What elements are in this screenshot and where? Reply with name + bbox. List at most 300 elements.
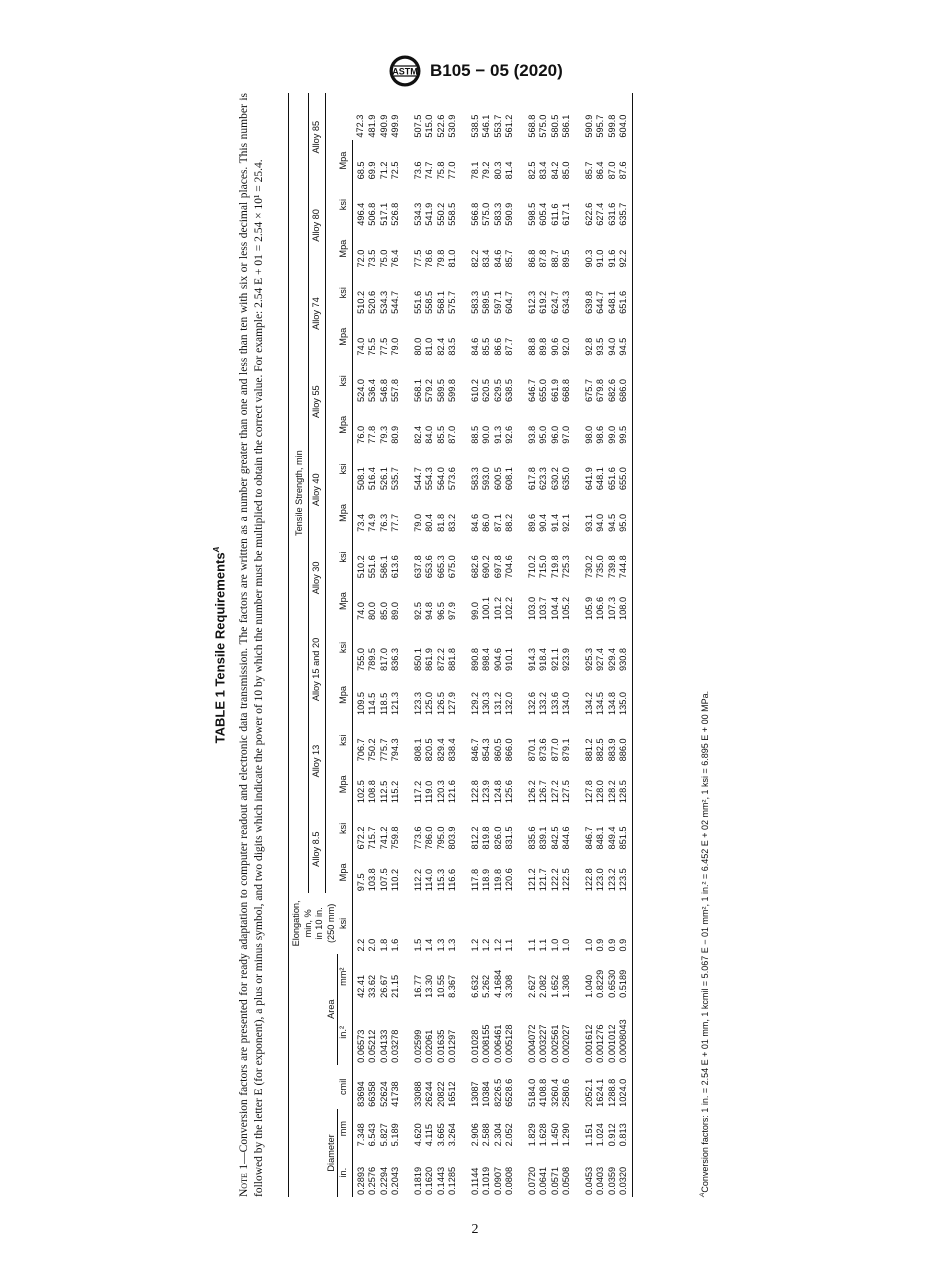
tensile-strength-header: Tensile Strength, min — [289, 93, 309, 893]
table-cell: 490.9 — [378, 114, 389, 138]
table-cell: 10.55 — [435, 974, 446, 998]
table-cell: 112.2 — [412, 868, 423, 892]
table-row — [447, 93, 459, 1197]
table-cell: 566.8 — [469, 202, 480, 226]
table-cell: 121.6 — [447, 780, 457, 804]
table-cell: 84.0 — [424, 425, 434, 444]
unit-header: ksi — [338, 534, 353, 580]
table-cell: 517.1 — [378, 202, 389, 226]
table-cell: 72.5 — [390, 161, 400, 180]
table-cell: 617.1 — [561, 202, 571, 226]
table-cell: 0.0453 — [583, 1166, 594, 1195]
table-cell: 0.0907 — [492, 1166, 503, 1195]
group-spacer — [573, 93, 584, 1197]
table-cell: 0.0571 — [549, 1166, 560, 1195]
table-cell: 877.0 — [549, 738, 560, 762]
table-cell: 123.3 — [412, 692, 423, 716]
table-cell: 92.8 — [583, 337, 594, 356]
table-cell: 109.5 — [355, 692, 366, 716]
table-cell: 2.0 — [367, 938, 377, 952]
table-row — [493, 93, 505, 1197]
table-title: TABLE 1 Tensile Requirements$^A$ — [212, 546, 228, 744]
alloy-header: Alloy 15 and 20 — [308, 622, 325, 717]
table-cell: 81.0 — [447, 249, 457, 268]
table-cell: 586.1 — [561, 114, 571, 138]
table-cell: 93.8 — [526, 425, 537, 444]
table-cell: 759.8 — [390, 826, 400, 850]
table-cell: 122.8 — [469, 780, 480, 804]
table-cell: 881.8 — [447, 647, 457, 671]
table-cell: 81.4 — [504, 161, 514, 180]
table-cell: 6528.6 — [504, 1078, 514, 1107]
table-cell: 586.1 — [378, 555, 389, 579]
title-footnote-mark: A — [212, 546, 221, 553]
table-cell: 26.67 — [378, 974, 389, 998]
table-cell: 546.1 — [481, 114, 491, 138]
group-spacer — [459, 93, 470, 1197]
table-cell: 590.9 — [504, 202, 514, 226]
table-cell: 1.4 — [424, 938, 434, 952]
table-cell: 846.7 — [469, 738, 480, 762]
table-cell: 115.2 — [390, 780, 400, 804]
table-cell: 1624.1 — [595, 1078, 605, 1107]
table-cell: 635.7 — [618, 181, 632, 227]
table-cell: 0.002027 — [561, 1024, 571, 1063]
table-cell: 118.9 — [481, 868, 491, 892]
table-cell: 76.0 — [355, 425, 366, 444]
unit-header: Mpa — [338, 316, 353, 358]
table-cell: 102.2 — [504, 596, 514, 620]
table-cell: 617.8 — [526, 467, 537, 491]
table-cell: 134.2 — [583, 692, 594, 716]
table-cell: 4108.8 — [538, 1078, 548, 1107]
table-cell: 118.5 — [378, 692, 389, 716]
table-cell: 0.8229 — [595, 969, 605, 998]
table-cell: 873.6 — [538, 738, 548, 762]
table-cell: 1.2 — [469, 938, 480, 952]
table-cell: 20822 — [435, 1081, 446, 1107]
table-cell: 100.1 — [481, 596, 491, 620]
table-cell: 655.0 — [538, 378, 548, 402]
table-cell: 1.2 — [492, 938, 503, 952]
table-cell: 0.05212 — [367, 1029, 377, 1063]
table-cell: 72.0 — [355, 249, 366, 268]
table-cell: 105.2 — [561, 596, 571, 620]
table-footnote — [699, 691, 710, 1197]
table-cell: 651.6 — [606, 467, 617, 491]
table-cell: 83.4 — [538, 161, 548, 180]
table-cell: 481.9 — [367, 114, 377, 138]
standard-designation: B105 − 05 (2020) — [430, 61, 563, 80]
table-cell: 630.2 — [549, 467, 560, 491]
table-cell: 890.8 — [469, 647, 480, 671]
table-cell: 123.5 — [618, 852, 632, 894]
table-cell: 101.2 — [492, 596, 503, 620]
table-cell: 499.9 — [390, 114, 400, 138]
table-cell: 108.8 — [367, 780, 377, 804]
table-cell: 750.2 — [367, 738, 377, 762]
rotated-table-block — [212, 93, 714, 1197]
table-cell: 114.5 — [367, 692, 377, 716]
table-cell: 583.3 — [469, 467, 480, 491]
table-cell: 854.3 — [481, 738, 491, 762]
table-cell: 914.3 — [526, 647, 537, 671]
table-cell: 75.8 — [435, 161, 446, 180]
table-cell: 508.1 — [355, 467, 366, 491]
table-cell: 120.6 — [504, 868, 514, 892]
table-cell: 85.5 — [481, 337, 491, 356]
table-cell: 2.2 — [355, 938, 366, 952]
table-cell: 605.4 — [538, 202, 548, 226]
table-cell: 610.2 — [469, 378, 480, 402]
table-cell: 755.0 — [355, 647, 366, 671]
table-cell: 68.5 — [355, 161, 366, 180]
unit-header: cmil — [338, 1065, 353, 1109]
table-cell: 122.2 — [549, 868, 560, 892]
table-cell: 819.8 — [481, 826, 491, 850]
table-cell: 16512 — [447, 1081, 457, 1107]
unit-header-row — [338, 93, 353, 1197]
table-cell: 0.2576 — [367, 1166, 377, 1195]
table-cell: 92.6 — [504, 425, 514, 444]
table-row — [550, 93, 562, 1197]
table-cell: 620.5 — [481, 378, 491, 402]
table-cell: 639.8 — [583, 290, 594, 314]
table-cell: 1.040 — [583, 974, 594, 998]
elongation-header: Elongation, min, % in 10 in. — [289, 893, 326, 953]
table-cell: 812.2 — [469, 826, 480, 850]
unit-header: ksi — [338, 717, 353, 763]
table-cell: 81.0 — [424, 337, 434, 356]
table-cell: 675.7 — [583, 378, 594, 402]
table-cell: 589.5 — [435, 378, 446, 402]
table-cell: 820.5 — [424, 738, 434, 762]
table-cell: 95.0 — [618, 492, 632, 534]
table-cell: 126.7 — [538, 780, 548, 804]
table-cell: 803.9 — [447, 826, 457, 850]
header-spacer — [289, 954, 326, 1197]
table-cell: 91.0 — [595, 249, 605, 268]
table-cell: 80.3 — [492, 161, 503, 180]
table-cell: 77.7 — [390, 513, 400, 532]
diameter-header: Diameter — [326, 1109, 338, 1197]
table-cell: 553.7 — [492, 114, 503, 138]
table-cell: 91.3 — [492, 425, 503, 444]
alloy-header: Alloy 85 — [308, 93, 325, 181]
table-cell: 16.77 — [412, 974, 423, 998]
table-cell: 1.308 — [561, 974, 571, 998]
table-cell: 81.8 — [435, 513, 446, 532]
table-cell: 73.6 — [412, 161, 423, 180]
table-cell: 116.6 — [447, 868, 457, 892]
table-cell: 85.7 — [583, 161, 594, 180]
table-row — [367, 93, 379, 1197]
table-cell: 130.3 — [481, 692, 491, 716]
astm-logo-icon — [388, 54, 422, 88]
table-cell: 593.0 — [481, 467, 491, 491]
alloy-header: Alloy 40 — [308, 446, 325, 534]
table-cell: 0.0641 — [538, 1166, 548, 1195]
table-cell: 1.450 — [549, 1123, 560, 1147]
table-cell: 1.2 — [481, 938, 491, 952]
table-cell: 595.7 — [595, 114, 605, 138]
table-cell: 131.2 — [492, 692, 503, 716]
table-cell: 93.1 — [583, 513, 594, 532]
logo-text: ASTM — [392, 66, 418, 77]
table-cell: 127.2 — [549, 780, 560, 804]
table-cell: 0.02061 — [424, 1029, 434, 1063]
table-cell: 0.01635 — [435, 1029, 446, 1063]
table-cell: 838.4 — [447, 738, 457, 762]
table-cell: 604.7 — [504, 290, 514, 314]
table-cell: 85.0 — [561, 161, 571, 180]
table-cell: 0.0320 — [618, 1148, 632, 1197]
table-cell: 568.1 — [412, 378, 423, 402]
table-cell: 0.813 — [618, 1109, 632, 1148]
table-cell: 102.5 — [355, 780, 366, 804]
table-cell: 817.0 — [378, 647, 389, 671]
table-cell: 89.0 — [390, 602, 400, 620]
table-cell: 127.8 — [583, 780, 594, 804]
table-cell: 128.5 — [618, 763, 632, 805]
table-row — [538, 93, 550, 1197]
table-cell: 921.1 — [549, 647, 560, 671]
unit-header: mm — [338, 1109, 353, 1148]
table-cell: 87.0 — [447, 425, 457, 444]
table-cell: 79.0 — [390, 337, 400, 356]
table-cell: 125.6 — [504, 780, 514, 804]
table-cell: 110.2 — [390, 868, 400, 892]
table-cell: 0.1443 — [435, 1166, 446, 1195]
table-cell: 88.5 — [469, 425, 480, 444]
table-cell: 42.41 — [355, 974, 366, 998]
tensile-requirements-table — [288, 93, 633, 1197]
table-cell: 679.8 — [595, 378, 605, 402]
unit-header: Mpa — [338, 492, 353, 534]
table-cell: 86.0 — [481, 513, 491, 532]
table-cell: 665.3 — [435, 555, 446, 579]
table-row — [595, 93, 607, 1197]
table-cell: 123.0 — [595, 868, 605, 892]
table-cell: 13087 — [469, 1081, 480, 1107]
table-cell: 77.8 — [367, 425, 377, 444]
table-cell: 623.3 — [538, 467, 548, 491]
table-cell: 88.7 — [549, 249, 560, 268]
table-cell: 86.6 — [492, 337, 503, 356]
table-cell: 2.052 — [504, 1123, 514, 1147]
table-cell: 99.0 — [469, 602, 480, 620]
table-cell: 135.0 — [618, 673, 632, 717]
table-cell: 604.0 — [618, 93, 632, 140]
table-cell: 127.9 — [447, 692, 457, 716]
table-cell: 0.01297 — [447, 1029, 457, 1063]
table-cell: 0.0359 — [606, 1166, 617, 1195]
table-cell: 80.4 — [424, 513, 434, 532]
table-cell: 496.4 — [355, 202, 366, 226]
table-cell: 115.3 — [435, 868, 446, 892]
table-cell: 648.1 — [606, 290, 617, 314]
table-cell: 13.30 — [424, 974, 434, 998]
table-cell: 126.2 — [526, 780, 537, 804]
table-cell: 653.6 — [424, 555, 434, 579]
table-cell: 97.0 — [561, 425, 571, 444]
table-cell: 1.1 — [538, 938, 548, 952]
table-cell: 682.6 — [606, 378, 617, 402]
table-cell: 522.6 — [435, 114, 446, 138]
table-cell: 89.5 — [561, 249, 571, 268]
table-cell: 95.0 — [538, 425, 548, 444]
table-cell: 4.1684 — [492, 969, 503, 998]
table-cell: 82.4 — [435, 337, 446, 356]
table-cell: 898.4 — [481, 647, 491, 671]
table-cell: 635.0 — [561, 467, 571, 491]
table-cell: 5184.0 — [526, 1078, 537, 1107]
table-cell: 75.5 — [367, 337, 377, 356]
table-cell: 541.9 — [424, 202, 434, 226]
table-cell: 83694 — [355, 1081, 366, 1107]
table-cell: 589.5 — [481, 290, 491, 314]
table-cell: 90.0 — [481, 425, 491, 444]
table-cell: 849.4 — [606, 826, 617, 850]
table-row — [352, 93, 367, 1197]
table-cell: 94.5 — [606, 513, 617, 532]
table-cell: 848.1 — [595, 826, 605, 850]
table-cell: 715.7 — [367, 826, 377, 850]
table-cell: 128.2 — [606, 780, 617, 804]
table-row — [504, 93, 516, 1197]
table-cell: 510.2 — [355, 290, 366, 314]
table-cell: 725.3 — [561, 555, 571, 579]
table-cell: 634.3 — [561, 290, 571, 314]
table-cell: 568.1 — [435, 290, 446, 314]
table-cell: 4.620 — [412, 1123, 423, 1147]
table-cell: 675.0 — [447, 555, 457, 579]
table-note — [237, 93, 267, 1197]
table-cell: 79.3 — [378, 425, 389, 444]
table-cell: 1.290 — [561, 1123, 571, 1147]
table-cell: 0.02599 — [412, 1029, 423, 1063]
table-cell: 554.3 — [424, 467, 434, 491]
table-cell: 103.8 — [367, 868, 377, 892]
unit-header: ksi — [338, 805, 353, 851]
table-cell: 92.0 — [561, 337, 571, 356]
table-cell: 786.0 — [424, 826, 434, 850]
table-cell: 546.8 — [378, 378, 389, 402]
table-cell: 557.8 — [390, 378, 400, 402]
table-cell: 121.7 — [538, 868, 548, 892]
table-cell: 510.2 — [355, 555, 366, 579]
alloy-header: Alloy 8.5 — [308, 805, 325, 893]
table-cell: 76.4 — [390, 249, 400, 268]
table-cell: 99.0 — [606, 425, 617, 444]
table-cell: 651.6 — [618, 270, 632, 316]
table-cell: 79.2 — [481, 161, 491, 180]
table-cell: 1.0 — [583, 938, 594, 952]
table-cell: 74.9 — [367, 513, 377, 532]
table-cell: 583.3 — [469, 290, 480, 314]
table-cell: 538.5 — [469, 114, 480, 138]
unit-header: ksi — [338, 181, 353, 227]
table-cell: 661.9 — [549, 378, 560, 402]
table-cell: 86.4 — [595, 161, 605, 180]
table-cell: 735.0 — [595, 555, 605, 579]
table-cell: 613.6 — [390, 555, 400, 579]
table-cell: 826.0 — [492, 826, 503, 850]
alloy-header: Alloy 55 — [308, 358, 325, 446]
table-cell: 550.2 — [435, 202, 446, 226]
table-cell: 886.0 — [618, 717, 632, 763]
note-text: —Conversion factors are presented for ready adaptation to computer readout and electronic data transmission. The factors are written as a number greater than one and less than ten with six or less decimal places. This number is followed by the letter E (for exponent), a plus or minus symbol, and two digits which indicate the power of 10 by which the number must be multiplied to obtain the correct value. For example: 2.54 E + 01 = 2.54 × 10¹ = 25.4. — [238, 93, 265, 1197]
table-cell: 1288.8 — [606, 1078, 617, 1107]
table-cell: 598.5 — [526, 202, 537, 226]
table-cell: 575.0 — [481, 202, 491, 226]
table-cell: 0.006461 — [492, 1024, 503, 1063]
table-cell: 644.7 — [595, 290, 605, 314]
table-cell: 1.0 — [561, 938, 571, 952]
table-cell: 627.4 — [595, 202, 605, 226]
table-cell: 611.6 — [549, 203, 560, 226]
table-cell: 8.367 — [447, 974, 457, 998]
table-cell: 121.3 — [390, 692, 400, 716]
table-cell: 929.4 — [606, 647, 617, 671]
table-cell: 122.5 — [561, 868, 571, 892]
table-cell: 1.3 — [435, 938, 446, 952]
unit-header: ksi — [338, 270, 353, 316]
unit-header: Mpa — [338, 140, 353, 182]
table-cell: 842.5 — [549, 826, 560, 850]
table-cell: 90.3 — [583, 249, 594, 268]
table-cell: 831.5 — [504, 826, 514, 850]
table-cell: 881.2 — [583, 738, 594, 762]
table-cell: 1.0 — [549, 938, 560, 952]
table-cell: 789.5 — [367, 647, 377, 671]
table-cell: 108.0 — [618, 580, 632, 622]
table-cell: 535.7 — [390, 467, 400, 491]
table-cell: 0.001612 — [583, 1024, 594, 1063]
table-cell: 930.8 — [618, 622, 632, 673]
table-cell: 87.1 — [492, 513, 503, 532]
table-cell: 84.6 — [469, 337, 480, 356]
table-cell: 773.6 — [412, 826, 423, 850]
table-cell: 0.912 — [606, 1123, 617, 1147]
table-cell: 87.8 — [538, 249, 548, 268]
table-cell: 126.5 — [435, 692, 446, 716]
note-label: Note 1 — [238, 1163, 250, 1197]
table-cell: 85.7 — [504, 249, 514, 268]
table-cell: 83.5 — [447, 337, 457, 356]
table-cell: 704.6 — [504, 555, 514, 579]
table-cell: 121.2 — [526, 868, 537, 892]
table-cell: 590.9 — [583, 114, 594, 138]
table-row — [584, 93, 596, 1197]
table-cell: 2580.6 — [561, 1078, 571, 1107]
table-cell: 795.0 — [435, 826, 446, 850]
group-spacer — [402, 93, 413, 1197]
table-cell: 78.6 — [424, 249, 434, 268]
table-cell: 918.4 — [538, 647, 548, 671]
table-cell: 6.543 — [367, 1123, 377, 1147]
table-cell: 0.9 — [618, 893, 632, 953]
table-cell: 0.1144 — [469, 1167, 480, 1195]
table-cell: 910.1 — [504, 647, 514, 671]
table-cell: 10384 — [481, 1081, 491, 1107]
table-cell: 600.5 — [492, 467, 503, 491]
table-cell: 2.082 — [538, 974, 548, 998]
table-cell: 0.2893 — [355, 1166, 366, 1195]
table-cell: 0.1819 — [412, 1166, 423, 1195]
table-cell: 526.8 — [390, 202, 400, 226]
table-cell: 923.9 — [561, 647, 571, 671]
